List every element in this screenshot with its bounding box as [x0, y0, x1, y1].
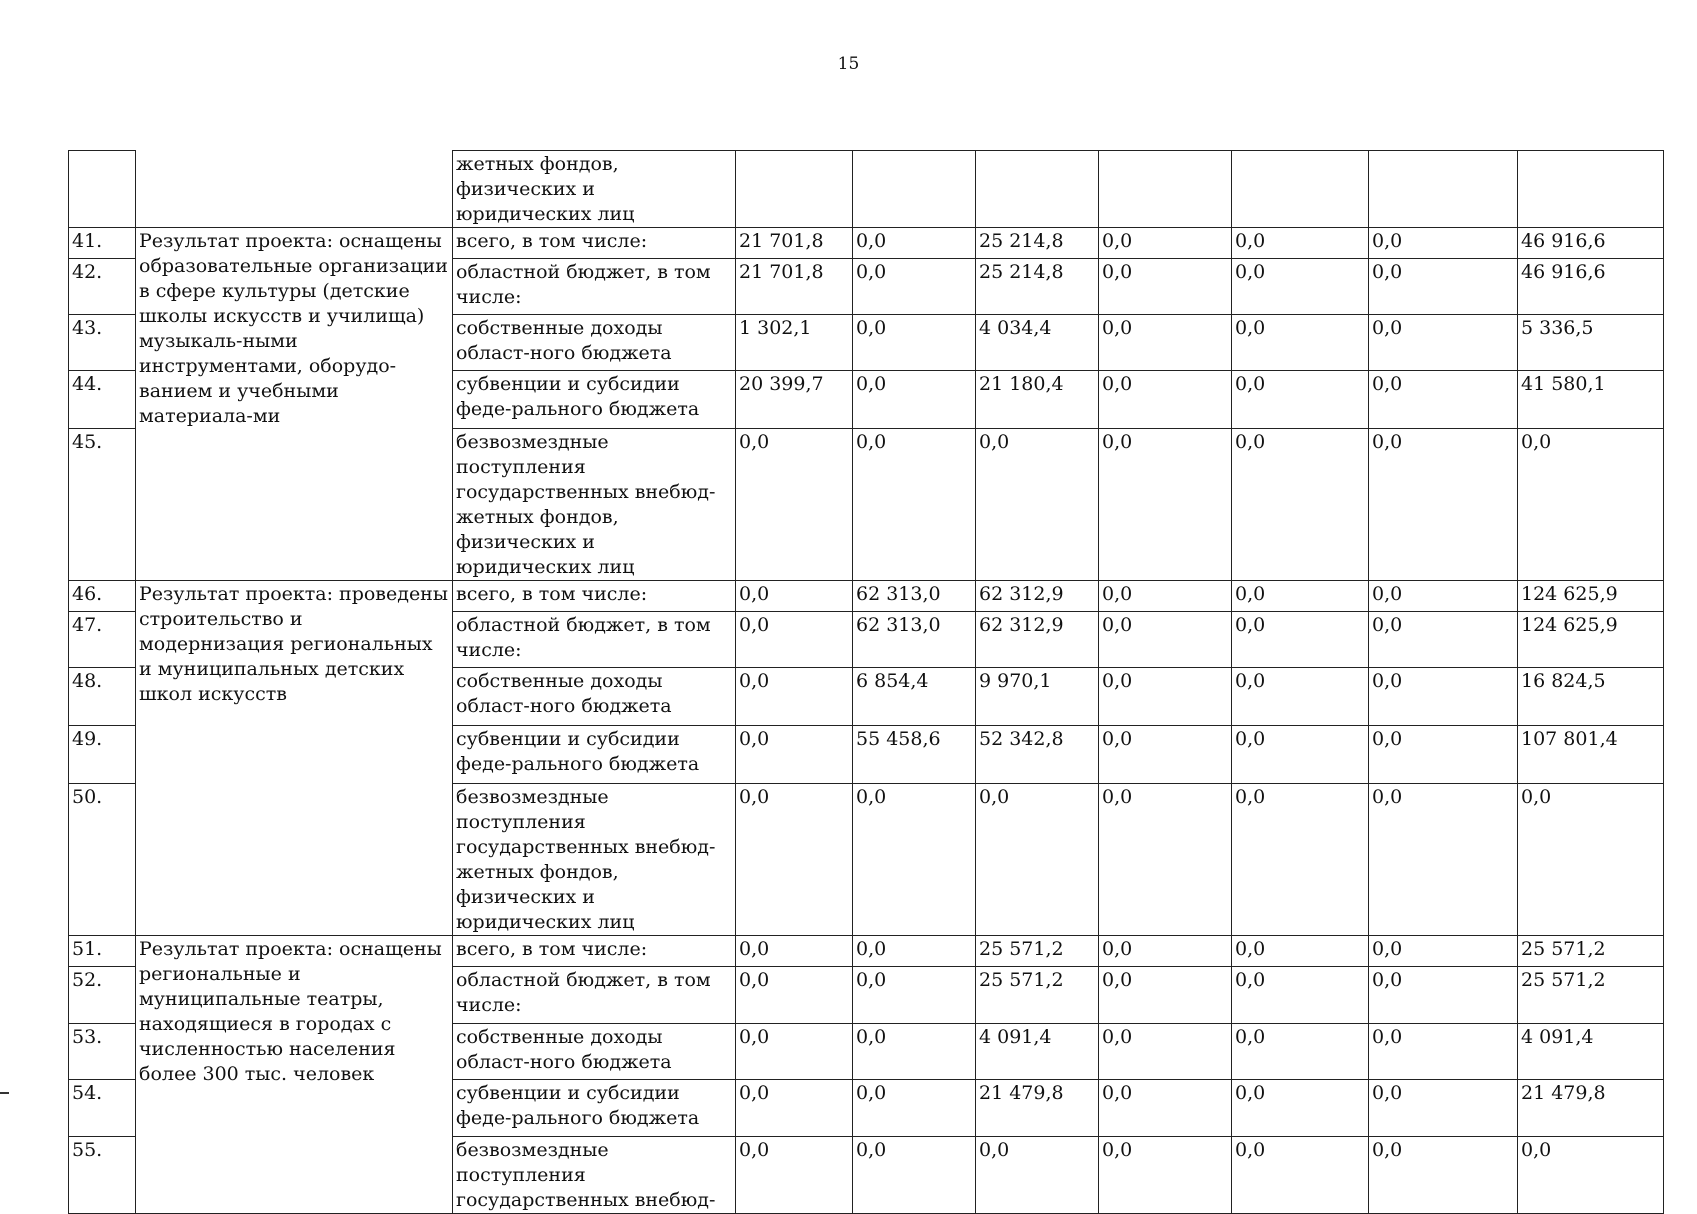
amount-cell: 0,0: [1518, 1137, 1664, 1214]
table-row: [69, 581, 1664, 612]
amount-cell: 0,0: [1518, 429, 1664, 581]
amount-cell: 0,0: [853, 1137, 976, 1214]
project-result-cell: [136, 936, 453, 1085]
table-row: [69, 228, 1664, 259]
amount-cell: 0,0: [853, 784, 976, 936]
amount-cell: 4 091,4: [1518, 1024, 1664, 1080]
amount-cell: 9 970,1: [976, 668, 1099, 726]
row-number-cell: 51.: [69, 936, 136, 967]
row-number-cell: 47.: [69, 612, 136, 668]
amount-cell: 0,0: [976, 429, 1099, 581]
project-result-cell: [136, 1137, 453, 1214]
amount-cell: 0,0: [1099, 429, 1232, 581]
amount-cell: 46 916,6: [1518, 228, 1664, 259]
amount-cell: 0,0: [1232, 1080, 1369, 1137]
amount-cell: 0,0: [736, 936, 853, 967]
amount-cell: 0,0: [976, 1137, 1099, 1214]
amount-cell: 0,0: [1099, 936, 1232, 967]
funding-source-cell: всего, в том числе:: [453, 581, 736, 612]
funding-source-cell: всего, в том числе:: [453, 936, 736, 967]
row-number-cell: [69, 151, 136, 228]
funding-source-cell: безвозмездные поступления государственных внебюд-жетных фондов, физических и юридических лиц: [453, 429, 736, 581]
project-result-text: Результат проекта: проведены строительство и модернизация региональных и муниципальных детских школ искусств: [139, 583, 448, 705]
page-number: 15: [837, 54, 860, 74]
amount-cell: 21 479,8: [1518, 1080, 1664, 1137]
amount-cell: 0,0: [1369, 1024, 1518, 1080]
amount-cell: 0,0: [853, 1080, 976, 1137]
amount-cell: 25 571,2: [976, 936, 1099, 967]
amount-cell: 0,0: [853, 936, 976, 967]
amount-cell: 0,0: [736, 726, 853, 784]
amount-cell: 0,0: [853, 429, 976, 581]
amount-cell: 4 034,4: [976, 315, 1099, 371]
funding-source-cell: субвенции и субсидии феде-рального бюджета: [453, 1080, 736, 1137]
amount-cell: 0,0: [1099, 784, 1232, 936]
project-result-text: Результат проекта: оснащены региональные и муниципальные театры, находящиеся в городах с численностью населения более 300 тыс. человек: [139, 938, 442, 1085]
amount-cell: 0,0: [853, 371, 976, 429]
amount-cell: 25 571,2: [976, 967, 1099, 1024]
funding-source-cell: областной бюджет, в том числе:: [453, 612, 736, 668]
amount-cell: 0,0: [1369, 315, 1518, 371]
amount-cell: 0,0: [736, 581, 853, 612]
amount-cell: 124 625,9: [1518, 581, 1664, 612]
amount-cell: 25 571,2: [1518, 967, 1664, 1024]
row-number-cell: 41.: [69, 228, 136, 259]
project-result-cell: [136, 726, 453, 784]
amount-cell: 62 313,0: [853, 581, 976, 612]
amount-cell: 0,0: [1232, 429, 1369, 581]
amount-cell: 21 701,8: [736, 259, 853, 315]
amount-cell: 0,0: [1369, 726, 1518, 784]
table-row: [69, 151, 1664, 228]
amount-cell: 62 312,9: [976, 612, 1099, 668]
amount-cell: 0,0: [1369, 429, 1518, 581]
row-number-cell: 48.: [69, 668, 136, 726]
amount-cell: 52 342,8: [976, 726, 1099, 784]
amount-cell: 55 458,6: [853, 726, 976, 784]
amount-cell: [1369, 151, 1518, 228]
amount-cell: 0,0: [1232, 315, 1369, 371]
amount-cell: 0,0: [1099, 1080, 1232, 1137]
amount-cell: 0,0: [853, 967, 976, 1024]
amount-cell: [1099, 151, 1232, 228]
table-row: [69, 726, 1664, 784]
amount-cell: 124 625,9: [1518, 612, 1664, 668]
amount-cell: 0,0: [1232, 726, 1369, 784]
row-number-cell: 49.: [69, 726, 136, 784]
amount-cell: [853, 151, 976, 228]
amount-cell: 0,0: [853, 228, 976, 259]
amount-cell: 0,0: [1369, 936, 1518, 967]
amount-cell: 0,0: [1232, 228, 1369, 259]
amount-cell: 1 302,1: [736, 315, 853, 371]
funding-source-cell: собственные доходы област-ного бюджета: [453, 1024, 736, 1080]
amount-cell: 0,0: [1369, 259, 1518, 315]
funding-source-cell: собственные доходы област-ного бюджета: [453, 315, 736, 371]
amount-cell: [976, 151, 1099, 228]
project-result-text: Результат проекта: оснащены образовательные организации в сфере культуры (детские школы искусств и училища) музыкаль-ными инструментами, оборудо-ванием и учебными материала-ми: [139, 230, 448, 427]
amount-cell: 0,0: [976, 784, 1099, 936]
funding-source-cell: жетных фондов, физических и юридических лиц: [453, 151, 736, 228]
amount-cell: 0,0: [1518, 784, 1664, 936]
amount-cell: 0,0: [1369, 668, 1518, 726]
amount-cell: 21 180,4: [976, 371, 1099, 429]
amount-cell: 0,0: [736, 429, 853, 581]
amount-cell: 0,0: [1099, 228, 1232, 259]
table-row: [69, 784, 1664, 936]
funding-source-cell: областной бюджет, в том числе:: [453, 967, 736, 1024]
table-row: [69, 1137, 1664, 1214]
row-number-cell: 55.: [69, 1137, 136, 1214]
amount-cell: 0,0: [1099, 259, 1232, 315]
funding-source-cell: безвозмездные поступления государственных внебюд-жетных фондов, физических и юридических лиц: [453, 784, 736, 936]
amount-cell: 41 580,1: [1518, 371, 1664, 429]
funding-source-cell: всего, в том числе:: [453, 228, 736, 259]
amount-cell: 0,0: [1232, 612, 1369, 668]
table-row: [69, 936, 1664, 967]
amount-cell: 0,0: [1232, 784, 1369, 936]
funding-source-cell: субвенции и субсидии феде-рального бюджета: [453, 726, 736, 784]
project-result-cell: [136, 784, 453, 936]
amount-cell: 0,0: [853, 259, 976, 315]
row-number-cell: 42.: [69, 259, 136, 315]
table-body: [69, 151, 1664, 1214]
amount-cell: 0,0: [736, 1137, 853, 1214]
amount-cell: 16 824,5: [1518, 668, 1664, 726]
amount-cell: 0,0: [1099, 581, 1232, 612]
amount-cell: 0,0: [1099, 371, 1232, 429]
amount-cell: 46 916,6: [1518, 259, 1664, 315]
amount-cell: 0,0: [1232, 259, 1369, 315]
table-row: [69, 429, 1664, 581]
amount-cell: 0,0: [1099, 1137, 1232, 1214]
project-result-cell: [136, 1080, 453, 1137]
project-result-cell: [136, 429, 453, 581]
amount-cell: 0,0: [853, 315, 976, 371]
row-number-cell: 52.: [69, 967, 136, 1024]
row-number-cell: 54.: [69, 1080, 136, 1137]
amount-cell: 0,0: [1099, 967, 1232, 1024]
amount-cell: 0,0: [736, 1080, 853, 1137]
amount-cell: 0,0: [1232, 581, 1369, 612]
amount-cell: 0,0: [853, 1024, 976, 1080]
amount-cell: 25 214,8: [976, 228, 1099, 259]
funding-source-cell: безвозмездные поступления государственных внебюд-: [453, 1137, 736, 1214]
budget-table: [68, 150, 1664, 1214]
amount-cell: 0,0: [1099, 726, 1232, 784]
amount-cell: 0,0: [736, 612, 853, 668]
amount-cell: [1518, 151, 1664, 228]
amount-cell: 0,0: [1369, 1137, 1518, 1214]
project-result-cell: [136, 228, 453, 427]
amount-cell: 62 313,0: [853, 612, 976, 668]
funding-source-cell: субвенции и субсидии феде-рального бюджета: [453, 371, 736, 429]
amount-cell: 0,0: [1232, 1137, 1369, 1214]
amount-cell: 0,0: [1232, 1024, 1369, 1080]
amount-cell: 0,0: [736, 1024, 853, 1080]
amount-cell: 0,0: [1099, 612, 1232, 668]
row-number-cell: 45.: [69, 429, 136, 581]
project-result-cell: [136, 581, 453, 705]
amount-cell: 0,0: [1369, 1080, 1518, 1137]
scan-mark: [0, 1092, 9, 1094]
amount-cell: 0,0: [1099, 668, 1232, 726]
amount-cell: 0,0: [1232, 967, 1369, 1024]
row-number-cell: 50.: [69, 784, 136, 936]
row-number-cell: 44.: [69, 371, 136, 429]
amount-cell: 21 701,8: [736, 228, 853, 259]
funding-source-cell: областной бюджет, в том числе:: [453, 259, 736, 315]
amount-cell: 0,0: [736, 784, 853, 936]
amount-cell: 25 214,8: [976, 259, 1099, 315]
amount-cell: 0,0: [1369, 228, 1518, 259]
row-number-cell: 53.: [69, 1024, 136, 1080]
amount-cell: 0,0: [1369, 581, 1518, 612]
amount-cell: 62 312,9: [976, 581, 1099, 612]
amount-cell: 4 091,4: [976, 1024, 1099, 1080]
amount-cell: 0,0: [1369, 371, 1518, 429]
funding-source-cell: собственные доходы област-ного бюджета: [453, 668, 736, 726]
row-number-cell: 46.: [69, 581, 136, 612]
amount-cell: 0,0: [1232, 668, 1369, 726]
project-result-cell: [136, 151, 453, 228]
amount-cell: 0,0: [1232, 371, 1369, 429]
amount-cell: 0,0: [1099, 315, 1232, 371]
amount-cell: 107 801,4: [1518, 726, 1664, 784]
amount-cell: 0,0: [1232, 936, 1369, 967]
amount-cell: 0,0: [1369, 612, 1518, 668]
amount-cell: 6 854,4: [853, 668, 976, 726]
amount-cell: 0,0: [1369, 967, 1518, 1024]
amount-cell: 0,0: [1099, 1024, 1232, 1080]
amount-cell: [1232, 151, 1369, 228]
amount-cell: 20 399,7: [736, 371, 853, 429]
amount-cell: 0,0: [1369, 784, 1518, 936]
row-number-cell: 43.: [69, 315, 136, 371]
table-row: [69, 1080, 1664, 1137]
amount-cell: 0,0: [736, 967, 853, 1024]
amount-cell: 0,0: [736, 668, 853, 726]
amount-cell: [736, 151, 853, 228]
amount-cell: 21 479,8: [976, 1080, 1099, 1137]
amount-cell: 25 571,2: [1518, 936, 1664, 967]
amount-cell: 5 336,5: [1518, 315, 1664, 371]
